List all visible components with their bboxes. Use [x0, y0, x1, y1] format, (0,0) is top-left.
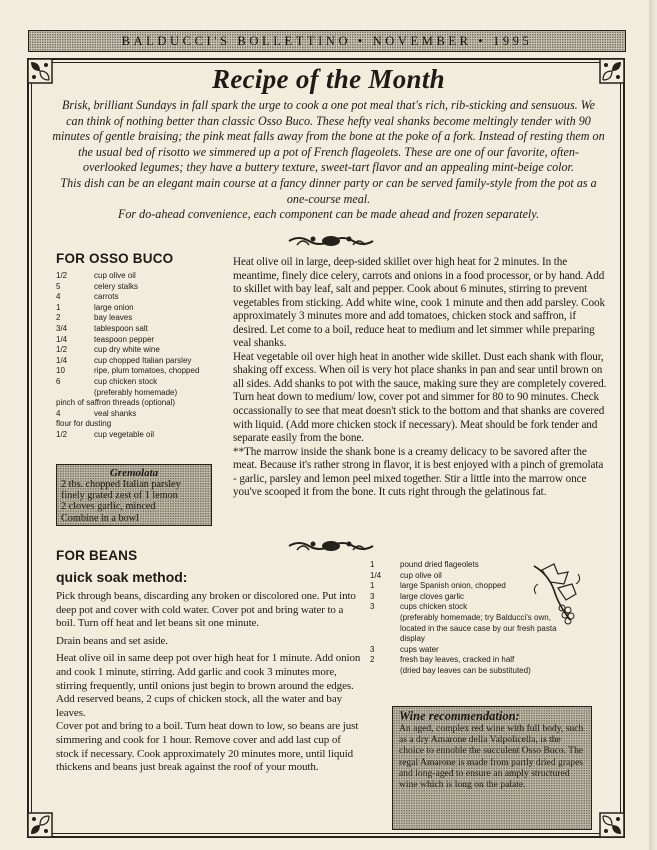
- ingredient-item: cups water: [400, 644, 439, 654]
- direction-paragraph: **The marrow inside the shank bone is a creamy delicacy to be savored after the meat. Because it's rather strong in flavor, it is best enjoyed with a pinch of gremolata - garlic, parsley and lemon peel mixed together. Stir a little into the marrow once you've scooped it from the bone. It cuts right through the gelatinous fat.: [233, 445, 604, 499]
- ingredient-item: large onion: [94, 302, 134, 312]
- page-edge: [649, 0, 657, 850]
- ingredient-item: veal shanks: [94, 408, 137, 418]
- ingredient-qty: [370, 613, 400, 624]
- flourish-ornament-icon: [287, 233, 375, 249]
- ingredient-row: [56, 430, 226, 441]
- quick-soak-heading: quick soak method:: [56, 569, 188, 585]
- ingredient-item: cup olive oil: [94, 271, 136, 280]
- ingredient-qty: 4: [56, 292, 61, 302]
- ingredient-row: [370, 634, 620, 645]
- ingredient-row: [56, 271, 226, 282]
- ingredient-item: large Spanish onion, chopped: [400, 581, 506, 591]
- ingredient-item: tablespoon salt: [94, 323, 148, 333]
- intro-paragraph: Brisk, brilliant Sundays in fall spark the urge to cook a one pot meal that's rich, rib-sticking and sensuous. We can think of nothing better than classic Osso Buco. These hefty veal shanks become meltingly tender with 90 minutes of gentle braising; the pink meat falls away from the bone at the poke of a fork. Instead of resting them on the usual bed of risotto we simmered up a pot of French flageolets. These are one of our favorite, often-overlooked legumes; they have a buttery texture, sweet-tart flavor and an appealing mint-beige color.: [52, 98, 605, 175]
- ingredient-qty: 1/4: [370, 570, 382, 580]
- ingredient-item: display: [400, 634, 425, 644]
- gremolata-title: Gremolata: [109, 467, 159, 479]
- ingredient-item: bay leaves: [94, 313, 133, 323]
- ingredient-item: cup olive oil: [400, 570, 442, 580]
- ingredient-row: [56, 377, 226, 388]
- direction-paragraph: Heat vegetable oil over high heat in another wide skillet. Dust each shank with flour, shaking off excess. When oil is very hot place shanks in pan and sear until brown on all sides. Add shanks to pot with the sauce, making sure they are completely covered. Turn heat down to medium/ low, cover pot and simmer for 80 to 90 minutes. Check occassionally to see that meat doesn't stick to the bottom and that shanks are covered with liquid. (Add more chicken stock if necessary). Meat should be fork tender and separate easily from the bone.: [233, 350, 607, 445]
- ingredient-row: [56, 292, 226, 303]
- ingredient-item: ripe, plum tomatoes, chopped: [94, 366, 200, 376]
- page-title: Recipe of the Month: [212, 64, 445, 94]
- ingredient-qty: 10: [56, 366, 65, 376]
- ingredient-qty: 5: [56, 281, 61, 291]
- osso-buco-directions: [233, 256, 609, 500]
- ingredient-item: fresh bay leaves, cracked in half: [400, 655, 515, 665]
- ingredient-qty: 2: [56, 313, 61, 323]
- intro-paragraph: This dish can be an elegant main course at a fancy dinner party or can be served family-style from the pot as a one-course meal.: [60, 175, 597, 206]
- ingredient-qty: 3: [370, 591, 375, 601]
- direction-paragraph: Drain beans and set aside.: [56, 634, 168, 647]
- ingredient-row: pinch of saffron threads (optional): [56, 398, 176, 408]
- ingredient-qty: 3: [370, 644, 375, 654]
- beans-heading: FOR BEANS: [56, 548, 138, 563]
- ingredient-item: cup vegetable oil: [94, 429, 155, 439]
- ingredient-item: (preferably homemade): [94, 387, 178, 397]
- ingredient-qty: 1/2: [56, 271, 68, 280]
- ingredient-qty: 1: [370, 581, 375, 591]
- wine-recommendation-box: [392, 706, 592, 830]
- ingredient-qty: 1/2: [56, 345, 68, 355]
- wine-text: An aged, complex red wine with full body, such as a dry Amarone della Valpolicella, is the choice to ennoble the succulent Osso Buco. The regal Amarone is made from partly dried grapes and long-aged to ensure an amply structured wine which is long on the palate.: [399, 723, 584, 791]
- ingredient-item: cup chopped Italian parsley: [94, 355, 192, 365]
- osso-buco-ingredients: [56, 271, 226, 441]
- ingredient-qty: [370, 624, 400, 635]
- ingredient-row: flour for dusting: [56, 419, 112, 429]
- masthead-band: [28, 30, 626, 52]
- ingredient-item: pound dried flageolets: [400, 560, 479, 569]
- gremolata-line: 2 tbs. chopped Italian parsley: [61, 479, 181, 490]
- ingredient-row: [56, 409, 226, 420]
- ingredient-qty: [370, 634, 400, 645]
- osso-buco-heading: FOR OSSO BUCO: [56, 251, 174, 266]
- ingredient-item: (preferably homemade; try Balducci's own,: [400, 612, 551, 622]
- corner-ornament-icon: [27, 812, 53, 838]
- ingredient-row: [56, 324, 226, 335]
- intro-paragraph: For do-ahead convenience, each component can be made ahead and frozen separately.: [117, 207, 540, 222]
- ingredient-item: celery stalks: [94, 281, 139, 291]
- ingredient-row: [56, 303, 226, 314]
- beans-directions: [56, 590, 362, 779]
- ingredient-row: [56, 345, 226, 356]
- ingredient-item: cups chicken stock: [400, 602, 468, 612]
- ingredient-item: large cloves garlic: [400, 591, 465, 601]
- ingredient-row: [56, 366, 226, 377]
- ingredient-row: [56, 356, 226, 367]
- ingredient-qty: 6: [56, 376, 61, 386]
- ingredient-item: teaspoon pepper: [94, 334, 155, 344]
- gremolata-line: finely grated zest of 1 lemon: [61, 490, 178, 502]
- direction-paragraph: Cover pot and bring to a boil. Turn heat down to low, so beans are just simmering and cook for 1 hour. Remove cover and add last cup of stock if necessary. Cook approximately 20 minutes more, until liquid thickens and beans just break against the roof of your mouth.: [56, 720, 359, 774]
- ingredient-row: [56, 388, 226, 399]
- ingredient-qty: 2: [370, 655, 375, 665]
- ingredient-qty: 1/4: [56, 355, 68, 365]
- ingredient-qty: [56, 388, 94, 399]
- ingredient-qty: 1: [56, 302, 61, 312]
- ingredient-row: [56, 313, 226, 324]
- ingredient-qty: 1/4: [56, 334, 68, 344]
- ingredient-item: carrots: [94, 292, 119, 302]
- direction-paragraph: Heat olive oil in large, deep-sided skillet over high heat for 2 minutes. In the meantime, finely dice celery, carrots and onions in a food processor, or by hand. Add to skillet with bay leaf, salt and pepper. Cook about 6 minutes, stirring to prevent vegetables from sticking. Add white wine, cook 1 minute and then add parsley. Cook approximately 3 minutes more and add tomatoes, chicken stock and saffron, if desired. Let come to a boil, reduce heat to medium and let simmer while preparing veal shanks.: [233, 256, 605, 350]
- ingredient-item: located in the sauce case by our fresh pasta: [400, 623, 557, 633]
- gremolata-box: [56, 464, 212, 526]
- gremolata-line: 2 cloves garlic, minced: [61, 501, 156, 513]
- wine-title: Wine recommendation:: [399, 709, 520, 723]
- ingredient-qty: 3: [370, 602, 375, 612]
- ingredient-qty: 4: [56, 408, 61, 418]
- ingredient-qty: 1/2: [56, 429, 68, 439]
- ingredient-item: cup chicken stock: [94, 376, 158, 386]
- gremolata-line: Combine in a bowl: [61, 512, 139, 524]
- ingredient-row: [370, 655, 620, 666]
- direction-paragraph: Heat olive oil in same deep pot over high heat for 1 minute. Add onion and cook 1 minute, stirring. Add garlic and cook 3 minutes more, stirring frequently, until onions just begin to brown around the edges. Add reserved beans, 2 cups of chicken stock, all the water and bay leaves.: [56, 652, 361, 719]
- ingredient-row: [56, 282, 226, 293]
- flourish-ornament-icon: [287, 538, 375, 554]
- ingredient-item: (dried bay leaves can be substituted): [400, 665, 531, 675]
- ingredient-row: [56, 335, 226, 346]
- ingredient-row: [370, 666, 620, 677]
- ingredient-qty: 3/4: [56, 323, 68, 333]
- direction-paragraph: Pick through beans, discarding any broken or discolored one. Put into deep pot and cover with cold water. Cover pot and bring water to a boil. Turn off heat and let beans sit one minute.: [56, 590, 356, 630]
- ingredient-item: cup dry white wine: [94, 345, 160, 355]
- corner-ornament-icon: [599, 812, 625, 838]
- intro-text: [52, 98, 605, 223]
- ingredient-qty: [370, 666, 400, 677]
- ingredient-row: [370, 645, 620, 656]
- ingredient-qty: 1: [370, 560, 375, 569]
- masthead-text: BALDUCCI'S BOLLETTINO • NOVEMBER • 1995: [121, 33, 533, 48]
- grape-vine-icon: [528, 560, 584, 630]
